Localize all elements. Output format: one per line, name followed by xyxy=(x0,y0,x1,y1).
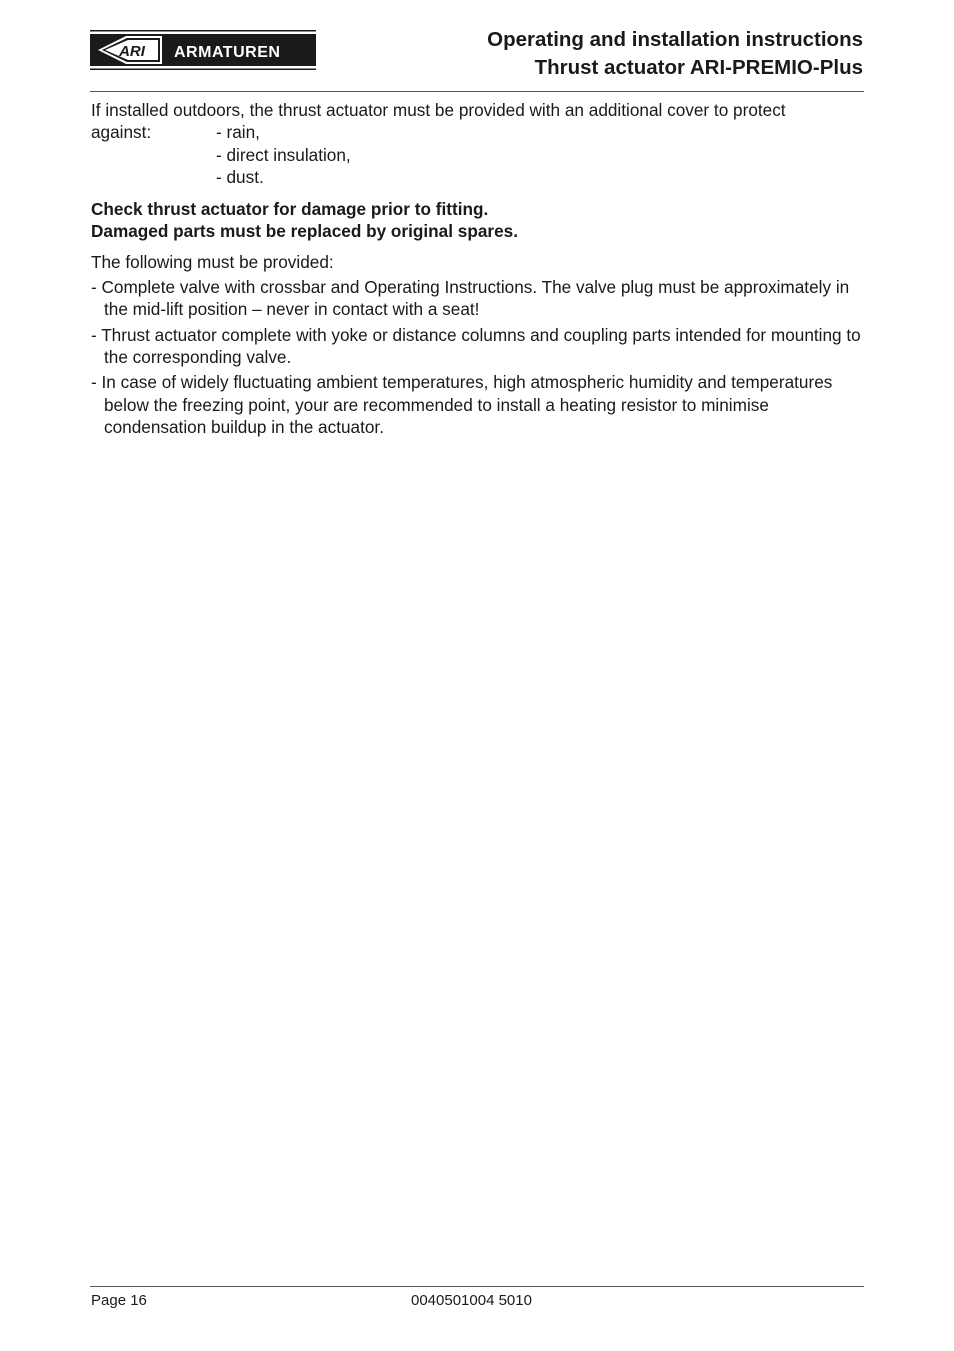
protection-list xyxy=(91,121,866,188)
page-number: Page 16 xyxy=(91,1292,147,1309)
list-item: - Complete valve with crossbar and Operating Instructions. The valve plug must be approximately in the mid-lift position – never in contact with a seat! xyxy=(91,276,850,320)
header-title-line1: Operating and installation instructions xyxy=(487,28,863,51)
list-item: - Thrust actuator complete with yoke or distance columns and coupling parts intended for mounting to the corresponding valve. xyxy=(91,324,861,368)
requirements-lead: The following must be provided: xyxy=(91,252,334,273)
damage-warning xyxy=(91,198,866,243)
footer-divider xyxy=(90,1286,864,1287)
header-divider xyxy=(90,91,864,92)
document-number: 0040501004 5010 xyxy=(411,1292,532,1309)
requirements-list xyxy=(91,276,866,439)
warning-line: Check thrust actuator for damage prior to fitting. xyxy=(91,198,489,219)
warning-line: Damaged parts must be replaced by original spares. xyxy=(91,221,518,242)
header-title xyxy=(487,26,863,82)
main-content xyxy=(91,99,866,439)
protection-item: - rain, xyxy=(216,122,260,143)
header-title-line2: Thrust actuator ARI-PREMIO-Plus xyxy=(534,56,863,79)
list-item: - In case of widely fluctuating ambient temperatures, high atmospheric humidity and temperatures below the freezing point, your are recommended to install a heating resistor to minimise condensation buildup in the actuator. xyxy=(91,372,833,438)
logo-text: ARMATUREN xyxy=(174,44,281,61)
ari-armaturen-logo xyxy=(90,30,316,70)
intro-paragraph: If installed outdoors, the thrust actuator must be provided with an additional cover to protect xyxy=(91,100,786,120)
protection-item: - dust. xyxy=(216,167,264,188)
protection-label: against: xyxy=(91,122,152,143)
protection-item: - direct insulation, xyxy=(216,144,351,165)
logo-mark: ARI xyxy=(119,43,145,60)
